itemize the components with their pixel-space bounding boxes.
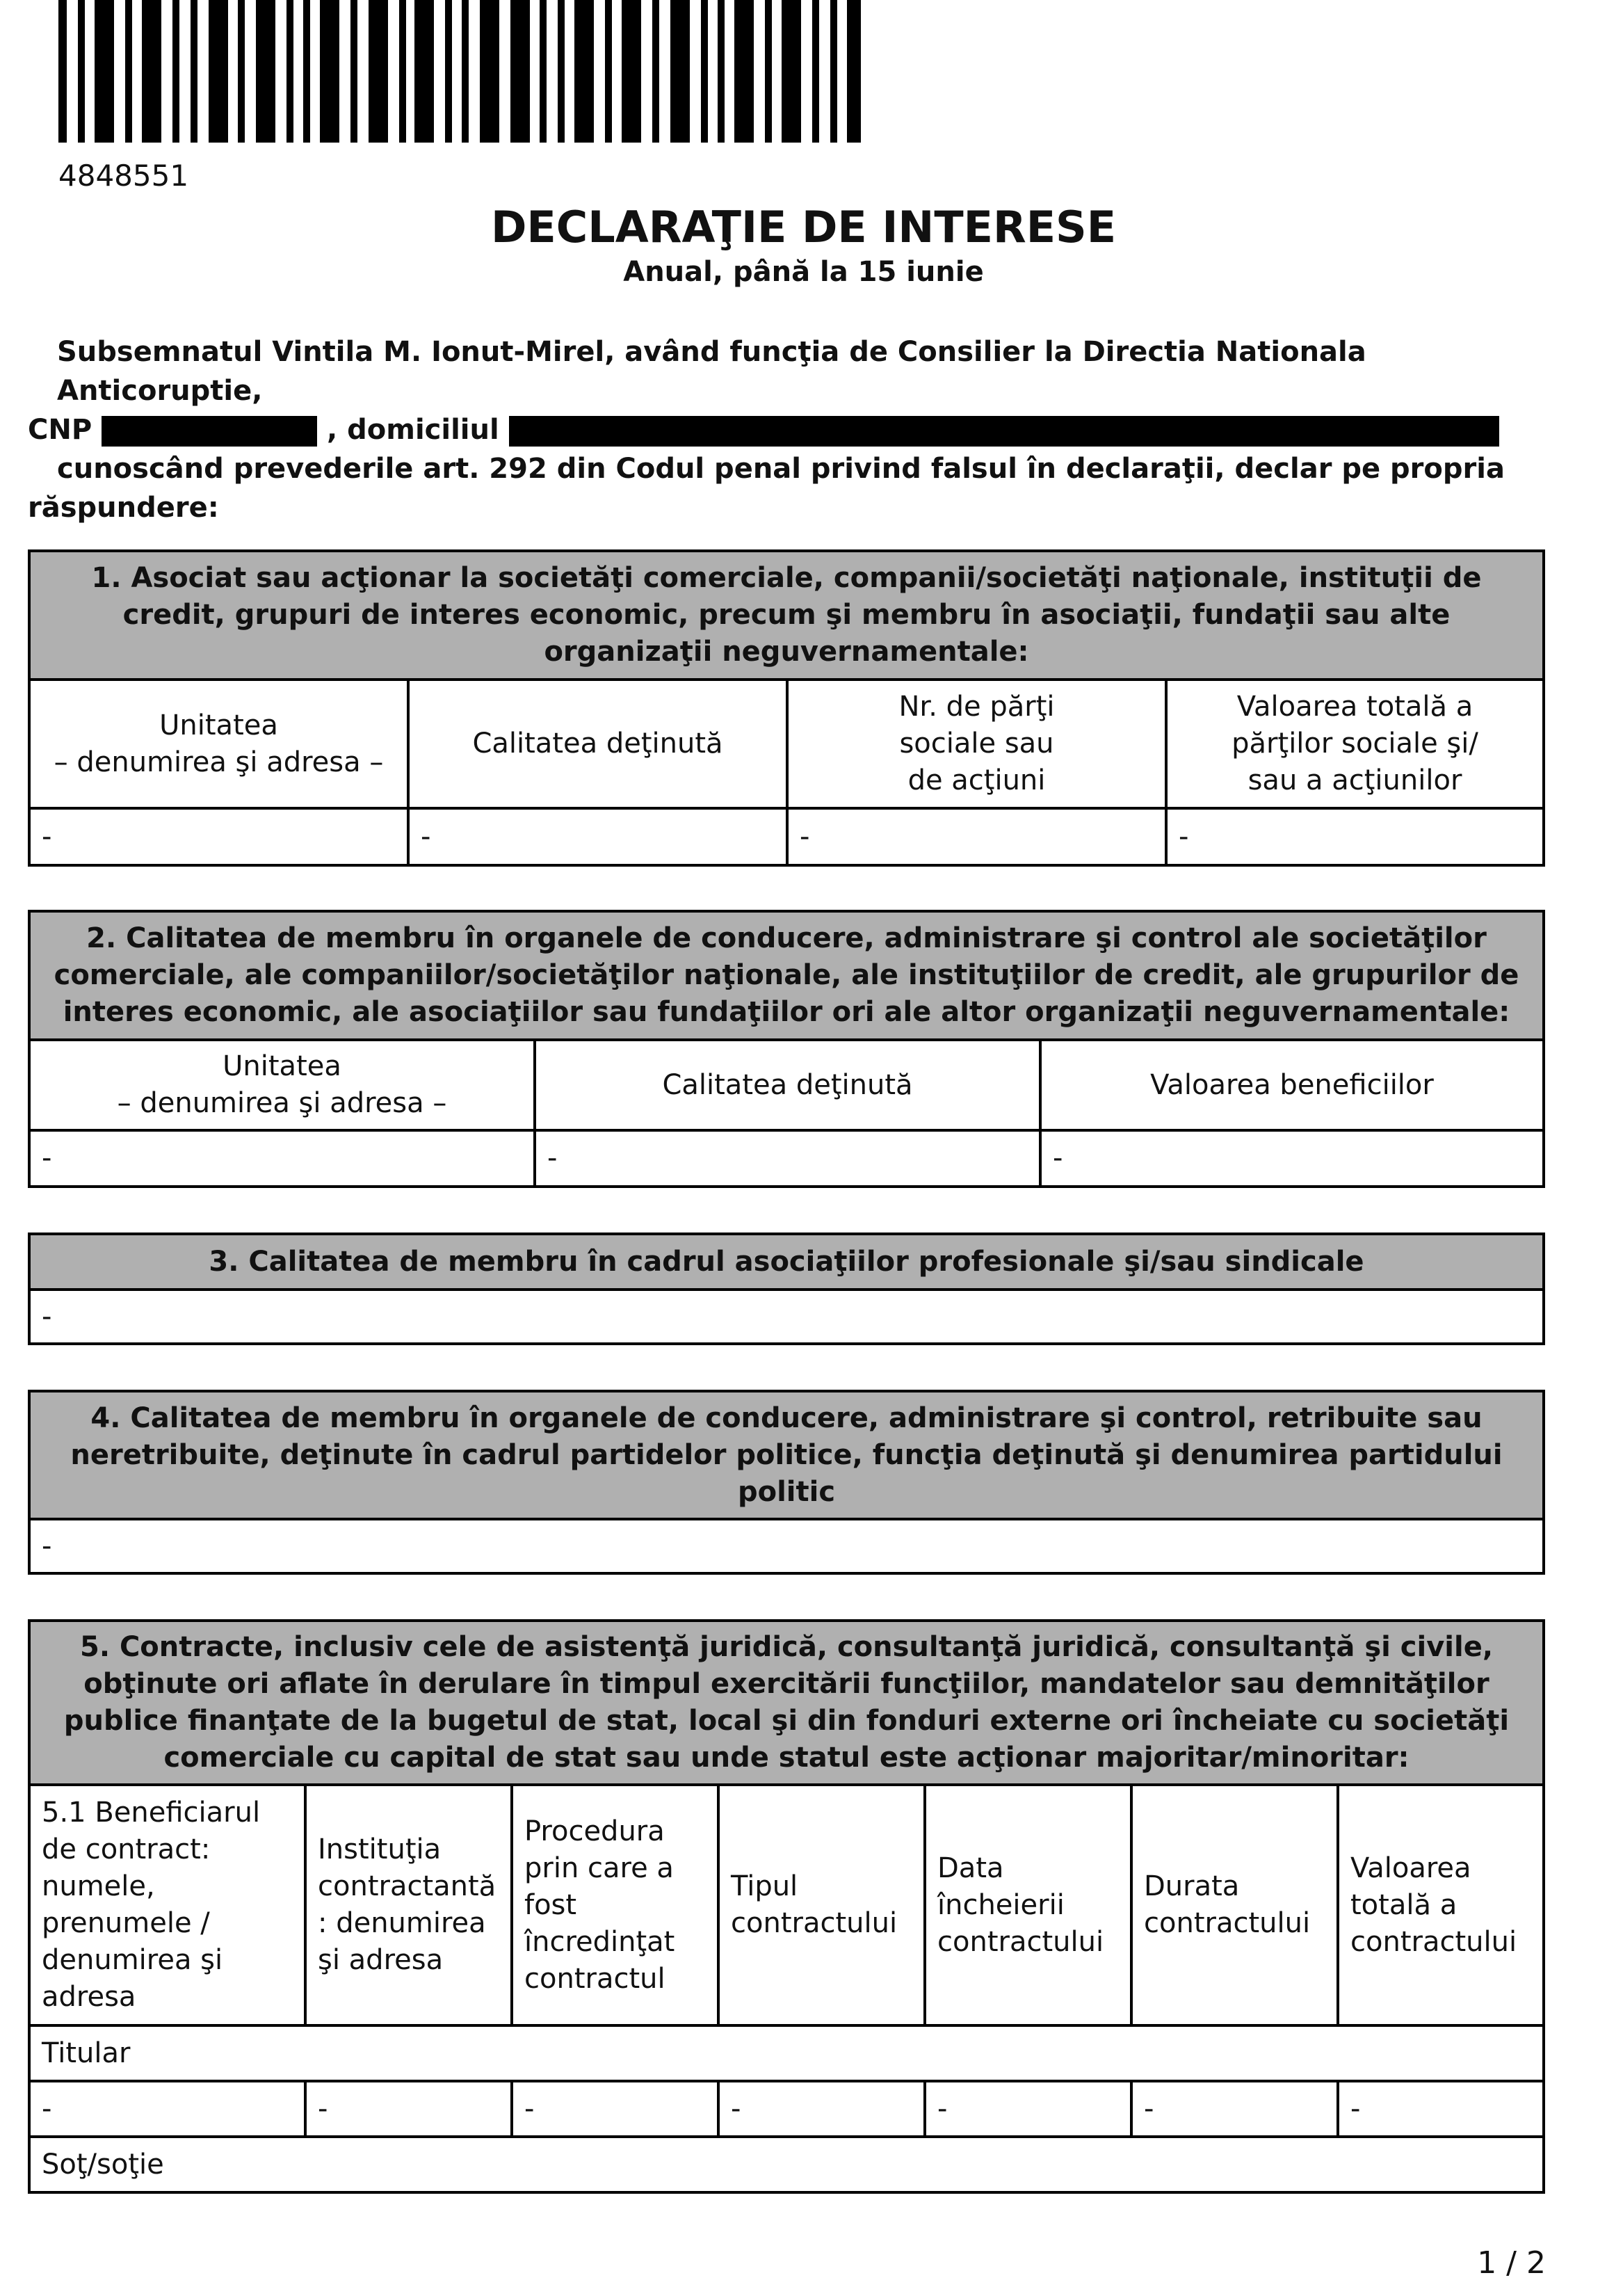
intro-line-3: cunoscând prevederile art. 292 din Codul penal privind falsul în declaraţii, declar pe propria (57, 453, 1505, 485)
s2-cell: - (536, 1132, 1042, 1185)
s2-col-valoarea-beneficiilor: Valoarea beneficiilor (1150, 1068, 1434, 1101)
page-title: DECLARAŢIE DE INTERESE (490, 202, 1117, 252)
barcode-number: 4848551 (58, 159, 189, 193)
s5-col-durata: Durata contractului (1133, 1786, 1339, 2024)
page-number: 1 / 2 (1477, 2245, 1546, 2281)
s2-cell: - (31, 1132, 536, 1185)
s5-col-valoarea: Valoarea totală a contractului (1350, 1852, 1517, 1958)
intro-line-1: Subsemnatul Vintila M. Ionut-Mirel, având funcţia de Consilier la Directia Nationala Anticoruptie, (57, 336, 1366, 407)
s1-cell: - (31, 810, 410, 864)
cnp-redaction (102, 416, 317, 447)
section-3-heading: 3. Calitatea de membru în cadrul asociaţiilor profesionale şi/sau sindicale (31, 1235, 1542, 1291)
section-2-heading: 2. Calitatea de membru în organele de conducere, administrare şi control ale societăţilor comerciale, ale companiilor/societăţilor naţionale, ale instituţiilor de credit, ale grupurilor de interes economic, ale asociaţiilor sau fundaţiilor ori ale altor organizaţii neguvernamentale: (31, 913, 1542, 1041)
s4-cell: - (42, 1530, 52, 1562)
domiciliu-label: , domiciliul (327, 414, 499, 446)
intro-line-2 (28, 410, 1551, 449)
s1-cell: - (410, 810, 789, 864)
barcode-image (58, 0, 861, 143)
s1-cell: - (789, 810, 1168, 864)
s5-cell: - (1133, 2082, 1339, 2135)
section-4-data-row (31, 1520, 1542, 1572)
section-5-header-row (31, 1786, 1542, 2027)
s5-sot-row (31, 2138, 1542, 2191)
s5-sot-label: Soţ/soţie (42, 2148, 164, 2181)
s5-col-institutia: Instituţia contractantă : denumirea şi adresa (307, 1786, 513, 2024)
s5-titular-label: Titular (42, 2037, 131, 2069)
s5-col-procedura: Procedura prin care a fost încredinţat contractul (513, 1786, 720, 2024)
s2-col-calitatea: Calitatea deţinută (536, 1041, 1042, 1129)
s1-col-unitatea: Unitatea – denumirea şi adresa – (31, 681, 410, 807)
section-1-table (28, 549, 1545, 867)
section-3-table (28, 1233, 1545, 1345)
address-redaction (509, 416, 1499, 447)
cnp-label: CNP (28, 414, 92, 446)
intro-line-4: răspundere: (28, 492, 219, 524)
s5-cell: - (1350, 2092, 1361, 2125)
s5-col-tipul: Tipul contractului (720, 1786, 926, 2024)
s5-col-data: Data încheierii contractului (926, 1786, 1133, 2024)
s5-cell: - (513, 2082, 720, 2135)
section-1-heading: 1. Asociat sau acţionar la societăţi comerciale, companii/societăţi naţionale, instituţii de credit, grupuri de interes economic, precum şi membru în asociaţii, fundaţii sau alte organizaţii neguvernamentale: (31, 552, 1542, 681)
s3-cell: - (42, 1300, 52, 1333)
section-1-data-row (31, 810, 1542, 864)
s5-titular-data-row (31, 2082, 1542, 2138)
section-2-header-row (31, 1041, 1542, 1132)
page-subtitle: Anual, până la 15 iunie (623, 256, 984, 288)
section-2-table (28, 910, 1545, 1188)
s1-col-nr-parti: Nr. de părţi sociale sau de acţiuni (789, 681, 1168, 807)
intro-statement (28, 332, 1551, 527)
s5-cell: - (307, 2082, 513, 2135)
section-4-table (28, 1390, 1545, 1575)
s5-titular-row (31, 2027, 1542, 2082)
s1-col-calitatea: Calitatea deţinută (410, 681, 789, 807)
s2-col-unitatea: Unitatea – denumirea şi adresa – (31, 1041, 536, 1129)
section-5-heading: 5. Contracte, inclusiv cele de asistenţă juridică, consultanţă juridică, consultanţă şi civile, obţinute ori aflate în derulare în timpul exercitării funcţiilor, mandatelor sau demnităţilor publice finanţate de la bugetul de stat, local şi din fonduri externe ori încheiate cu societăţi comerciale cu capital de stat sau unde statul este acţionar majoritar/minoritar: (31, 1622, 1542, 1786)
s5-cell: - (720, 2082, 926, 2135)
s5-col-beneficiar: 5.1 Beneficiarul de contract: numele, prenumele / denumirea şi adresa (31, 1786, 307, 2024)
s2-cell: - (1053, 1142, 1063, 1174)
s5-cell: - (926, 2082, 1133, 2135)
section-2-data-row (31, 1132, 1542, 1185)
section-3-data-row (31, 1291, 1542, 1342)
s5-cell: - (31, 2082, 307, 2135)
s1-cell: - (1179, 820, 1189, 853)
section-4-heading: 4. Calitatea de membru în organele de conducere, administrare şi control, retribuite sau neretribuite, deţinute în cadrul partidelor politice, funcţia deţinută şi denumirea partidului politic (31, 1392, 1542, 1520)
section-1-header-row (31, 681, 1542, 810)
s1-col-valoarea: Valoarea totală a părţilor sociale şi/ sau a acţiunilor (1232, 691, 1478, 796)
section-5-table (28, 1619, 1545, 2194)
